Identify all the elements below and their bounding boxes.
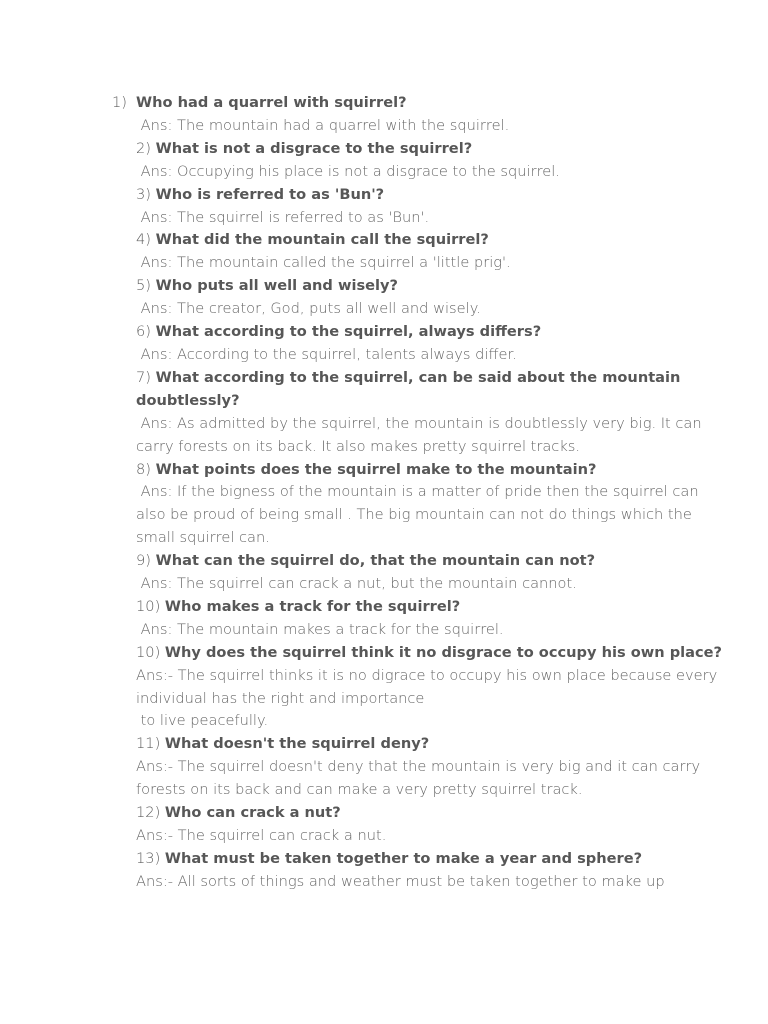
answer-line [0, 756, 768, 802]
question-line [0, 642, 768, 665]
question-number: 11) [136, 735, 161, 753]
answer-line [0, 481, 768, 550]
question-line [0, 550, 768, 573]
question-number: 13) [136, 849, 161, 867]
question-line [0, 275, 768, 298]
answer-line [0, 825, 768, 848]
answer-text: Ans:- The squirrel can crack a nut. [136, 827, 387, 844]
question-line [0, 802, 768, 825]
answer-line [0, 710, 768, 733]
answer-line [0, 665, 768, 711]
question-text: What doesn't the squirrel deny? [164, 735, 430, 753]
question-text: What must be taken together to make a year and sphere? [164, 849, 643, 867]
question-text: Who had a quarrel with squirrel? [136, 94, 407, 111]
question-number: 1) [112, 94, 127, 111]
answer-text: Ans: The mountain makes a track for the squirrel. [136, 620, 504, 638]
question-text: Who puts all well and wisely? [155, 277, 399, 295]
question-number: 10) [136, 643, 161, 661]
answer-text: Ans:- The squirrel doesn't deny that the mountain is very big and it can carry forests on its back and can make a very pretty squirrel track. [136, 758, 710, 799]
answer-text: Ans: Occupying his place is not a disgrace to the squirrel. [136, 162, 560, 180]
answer-line [0, 252, 768, 275]
question-text: Who makes a track for the squirrel? [164, 597, 461, 615]
question-line [0, 92, 768, 115]
answer-text: Ans: As admitted by the squirrel, the mountain is doubtlessly very big. It can carry forests on its back. It also makes pretty squirrel tracks. [136, 414, 707, 455]
answer-line [0, 344, 768, 367]
answer-line [0, 298, 768, 321]
answer-line [0, 161, 768, 184]
question-line [0, 321, 768, 344]
answer-text: Ans: The mountain had a quarrel with the squirrel. [136, 116, 510, 134]
question-text: Why does the squirrel think it no disgrace to occupy his own place? [164, 643, 723, 661]
answer-text: Ans:- All sorts of things and weather must be taken together to make up [136, 872, 665, 890]
answer-line [0, 619, 768, 642]
answer-line [0, 413, 768, 459]
question-number: 6) [136, 323, 151, 341]
question-line [0, 367, 768, 413]
answer-text: Ans: The mountain called the squirrel a 'little prig'. [136, 254, 511, 272]
answer-text: Ans: The creator, God, puts all well and wisely. [136, 300, 481, 318]
question-text: What according to the squirrel, always differs? [155, 323, 542, 341]
question-number: 5) [136, 277, 151, 295]
answer-line [0, 871, 768, 894]
answer-text: Ans: According to the squirrel, talents always differ. [136, 345, 517, 363]
question-line [0, 229, 768, 252]
question-number: 8) [136, 460, 151, 478]
question-text: What is not a disgrace to the squirrel? [155, 139, 473, 157]
question-text: Who can crack a nut? [164, 804, 341, 822]
answer-text: Ans:- The squirrel thinks it is no digrace to occupy his own place because every individual has the right and importance [136, 666, 722, 707]
question-number: 7) [136, 368, 151, 386]
question-text: Who is referred to as 'Bun'? [155, 185, 385, 203]
question-text: What according to the squirrel, can be said about the mountain doubtlessly? [136, 368, 686, 409]
question-line [0, 138, 768, 161]
answer-text: Ans: The squirrel can crack a nut, but the mountain cannot. [136, 575, 577, 593]
answer-text: Ans: The squirrel is referred to as 'Bun'. [136, 208, 430, 226]
question-number: 12) [136, 804, 161, 822]
answer-line [0, 573, 768, 596]
question-text: What points does the squirrel make to the mountain? [155, 460, 597, 478]
question-number: 3) [136, 185, 151, 203]
question-line [0, 733, 768, 756]
question-line [0, 459, 768, 482]
question-line [0, 848, 768, 871]
question-line [0, 596, 768, 619]
answer-text: Ans: If the bigness of the mountain is a matter of pride then the squirrel can also be proud of being small . The big mountain can not do things which the small squirrel can. [136, 483, 704, 547]
question-line [0, 184, 768, 207]
answer-line [0, 207, 768, 230]
question-answer-list [0, 92, 768, 894]
question-number: 10) [136, 597, 161, 615]
question-number: 9) [136, 552, 151, 570]
question-text: What did the mountain call the squirrel? [155, 231, 489, 249]
question-text: What can the squirrel do, that the mountain can not? [155, 552, 596, 570]
answer-line [0, 115, 768, 138]
question-number: 2) [136, 139, 151, 157]
question-number: 4) [136, 231, 151, 249]
answer-text: to live peacefully. [136, 712, 269, 730]
